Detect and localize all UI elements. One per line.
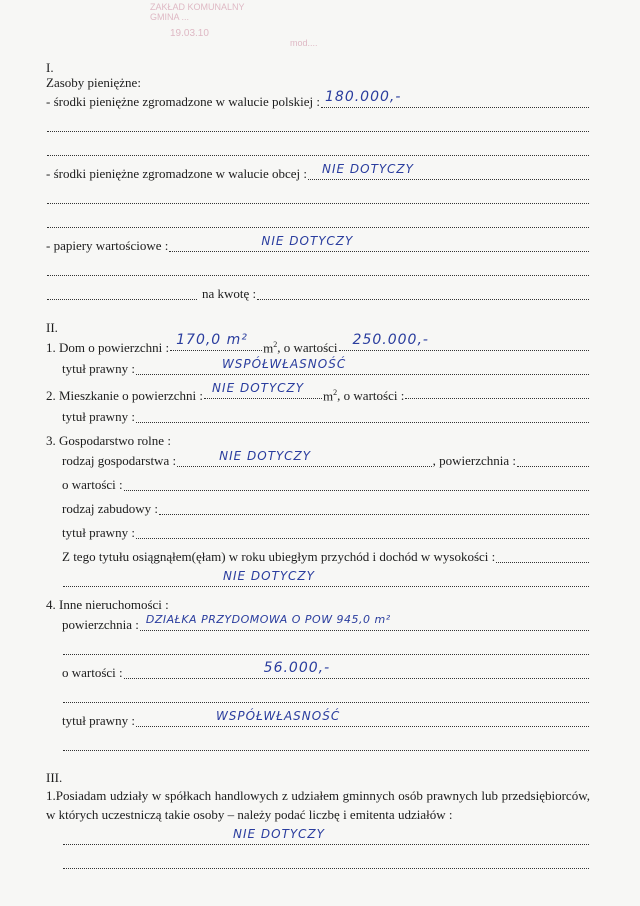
house-label: 1. Dom o powierzchni : [46, 340, 170, 356]
securities-label: - papiery wartościowe : [46, 238, 169, 253]
faint-header-line1: ZAKŁAD KOMUNALNY [150, 2, 245, 12]
flat-title-field[interactable] [136, 410, 589, 423]
amount-label: na kwotę : [202, 286, 257, 301]
blank-line [46, 117, 590, 135]
shares-answer-field[interactable] [63, 827, 589, 845]
continuation-field[interactable] [47, 119, 589, 132]
pln-funds-row [46, 89, 590, 111]
faint-header-date: 19.03.10 [170, 28, 209, 39]
pln-funds-label: - środki pieniężne zgromadzone w walucie polskiej : [46, 94, 320, 109]
flat-row [46, 381, 590, 404]
shares-answer-row [62, 827, 590, 848]
house-area-value: 170,0 m² [176, 332, 248, 348]
farm-income-continuation-row [62, 569, 590, 590]
other-value-row [62, 660, 590, 682]
foreign-funds-field[interactable] [308, 162, 589, 180]
blank-line [46, 189, 590, 207]
m2-sup: 2 [273, 340, 278, 349]
other-property-label: 4. Inne nieruchomości : [46, 597, 169, 612]
house-value-field[interactable] [339, 332, 589, 351]
farm-type-row [62, 449, 590, 470]
farm-value-row [62, 476, 590, 494]
farm-income-field[interactable] [496, 550, 589, 563]
securities-row [46, 234, 590, 255]
amount-field[interactable] [257, 287, 589, 300]
foreign-funds-value: NIE DOTYCZY [321, 162, 414, 176]
farm-income-label: Z tego tytułu osiągnąłem(ęłam) w roku ubiegłym przychód i dochód w wysokości : [62, 549, 496, 564]
farm-income-continuation-field[interactable] [63, 569, 589, 587]
blank-line [62, 854, 590, 872]
section-1-heading: I. [46, 60, 54, 75]
house-area-field[interactable] [170, 332, 262, 351]
continuation-field[interactable] [63, 738, 589, 751]
securities-amount-row [46, 285, 590, 303]
continuation-field[interactable] [63, 642, 589, 655]
farm-type-label: rodzaj gospodarstwa : [62, 453, 177, 468]
house-title-field[interactable] [136, 357, 589, 375]
other-value-label: o wartości : [62, 665, 123, 680]
blank-line [62, 688, 590, 706]
blank-line [46, 213, 590, 231]
farm-type-field[interactable] [177, 449, 432, 467]
other-title-value: WSPÓŁWŁASNOŚĆ [215, 709, 341, 723]
section-1-title: Zasoby pieniężne: [46, 75, 141, 90]
blank-line [46, 261, 590, 279]
shares-answer-value: NIE DOTYCZY [233, 827, 325, 841]
flat-value-label: , o wartości : [337, 388, 405, 404]
house-title-value: WSPÓŁWŁASNOŚĆ [221, 357, 347, 371]
house-row [46, 332, 590, 356]
securities-description-field[interactable] [47, 287, 197, 300]
continuation-field[interactable] [47, 143, 589, 156]
continuation-field[interactable] [47, 215, 589, 228]
other-title-field[interactable] [136, 709, 589, 727]
farm-building-row [62, 500, 590, 518]
securities-field[interactable] [169, 234, 589, 252]
farm-income-value: NIE DOTYCZY [223, 569, 315, 583]
farm-type-value: NIE DOTYCZY [219, 449, 312, 463]
farm-title-row [62, 524, 590, 542]
foreign-funds-row [46, 162, 590, 183]
other-value-field[interactable] [124, 660, 589, 679]
flat-area-value: NIE DOTYCZY [212, 381, 305, 395]
farm-income-row [62, 548, 590, 566]
house-value: 250.000,- [352, 332, 429, 348]
m2-unit: m [263, 340, 274, 356]
securities-value: NIE DOTYCZY [261, 234, 354, 248]
farm-area-field[interactable] [517, 454, 589, 467]
m2-unit-label [323, 384, 337, 405]
continuation-field[interactable] [63, 690, 589, 703]
farm-title-field[interactable] [136, 526, 589, 539]
pln-funds-value: 180.000,- [325, 89, 402, 105]
section-3-heading: III. [46, 770, 63, 785]
m2-sup: 2 [333, 388, 338, 397]
other-surface-value: DZIAŁKA PRZYDOMOWA O POW 945,0 m² [145, 613, 391, 626]
other-surface-field[interactable] [140, 613, 589, 631]
section-2-heading: II. [46, 320, 58, 335]
blank-line [62, 736, 590, 754]
farm-value-field[interactable] [124, 478, 589, 491]
farm-label: 3. Gospodarstwo rolne : [46, 433, 171, 448]
pln-funds-field[interactable] [321, 89, 589, 108]
flat-value-field[interactable] [405, 386, 589, 399]
house-title-row [62, 357, 590, 378]
farm-row [46, 432, 590, 450]
farm-building-field[interactable] [159, 502, 589, 515]
flat-label: 2. Mieszkanie o powierzchni : [46, 388, 204, 404]
house-value-label: , o wartości [277, 340, 338, 356]
blank-line [46, 141, 590, 159]
blank-line [62, 640, 590, 658]
flat-area-field[interactable] [204, 381, 322, 399]
m2-unit: m [323, 388, 334, 404]
continuation-field[interactable] [47, 191, 589, 204]
farm-area-label: , powierzchnia : [432, 453, 516, 468]
faint-header-line4: mod.... [290, 38, 318, 48]
other-surface-row [62, 613, 590, 634]
other-title-row [62, 709, 590, 730]
farm-building-label: rodzaj zabudowy : [62, 501, 159, 516]
flat-title-label: tytuł prawny : [62, 409, 135, 424]
continuation-field[interactable] [63, 856, 589, 869]
section-3-text: 1.Posiadam udziały w spółkach handlowych z udziałem gminnych osób prawnych lub przedsiębiorców, w których uczestniczą takie osoby – należy podać liczbę i emitenta udziałów : [46, 788, 590, 822]
farm-value-label: o wartości : [62, 477, 123, 492]
house-title-label: tytuł prawny : [62, 361, 135, 376]
other-surface-label: powierzchnia : [62, 617, 139, 632]
other-value: 56.000,- [263, 660, 331, 676]
foreign-funds-label: - środki pieniężne zgromadzone w walucie obcej : [46, 166, 307, 181]
other-title-label: tytuł prawny : [62, 713, 135, 728]
continuation-field[interactable] [47, 263, 589, 276]
flat-title-row [62, 408, 590, 426]
faint-header-line2: GMINA ... [150, 12, 190, 22]
farm-title-label: tytuł prawny : [62, 525, 135, 540]
